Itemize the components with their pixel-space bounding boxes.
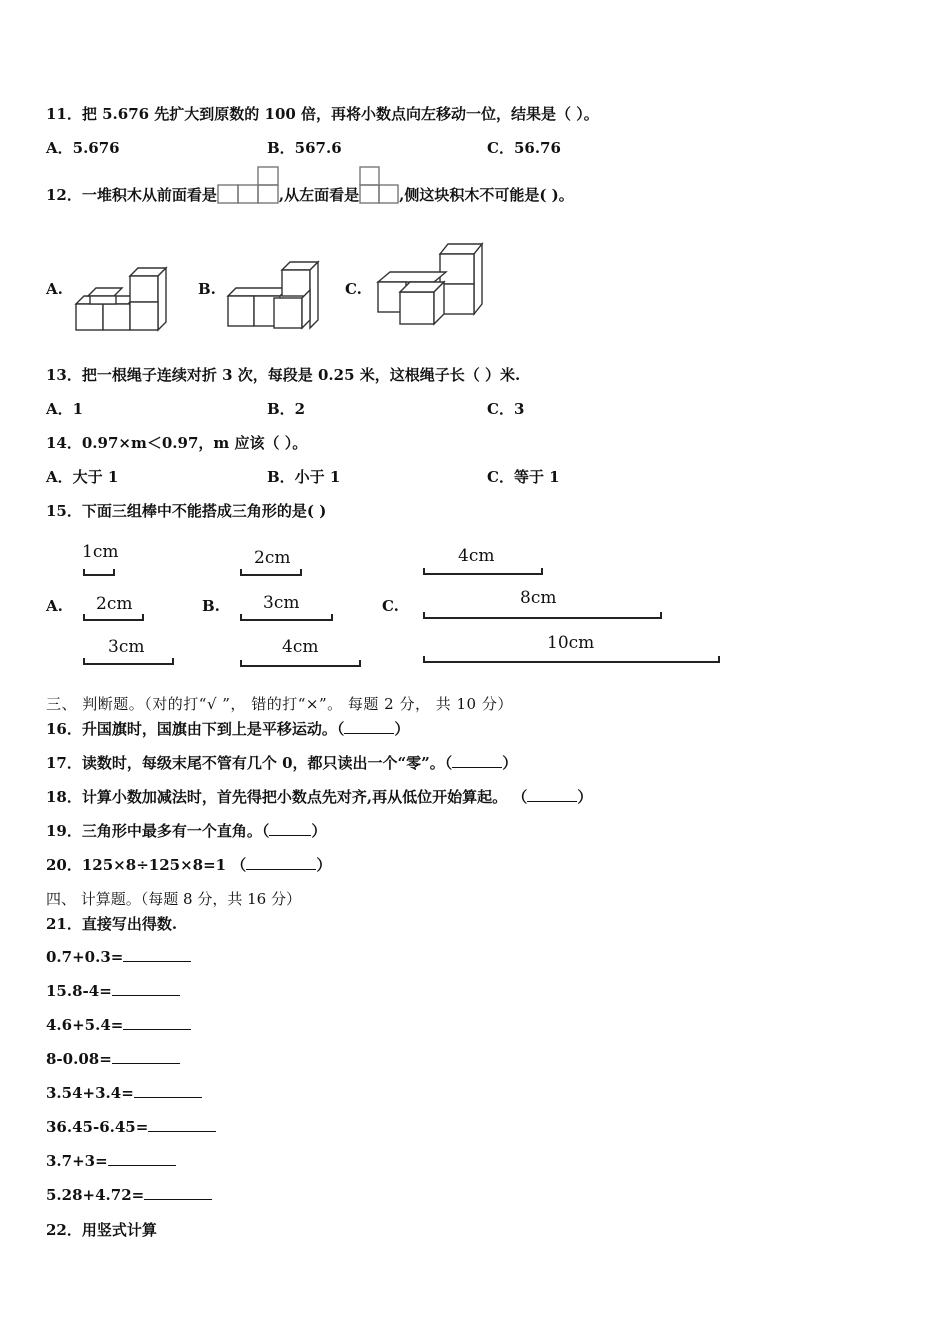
equation-5 (46, 1083, 202, 1102)
stick-a1-label: 1cm (82, 542, 119, 562)
stick-a3 (84, 658, 173, 664)
q14-option-a: A．大于 1 (46, 468, 119, 486)
stick-b1 (241, 569, 301, 575)
q12-option-a-label: A. (46, 280, 63, 298)
q16-text: 16．升国旗时，国旗由下到上是平移运动。（ (46, 720, 345, 738)
equation-4-text: 8-0.08= (46, 1050, 112, 1068)
stick-a2 (84, 614, 143, 620)
section3-heading: 三、 判断题。（对的打“√ ”， 错的打“×”。 每题 2 分， 共 10 分） (46, 695, 513, 713)
q19-text: 19．三角形中最多有一个直角。（ (46, 822, 270, 840)
q18 (46, 786, 592, 807)
equation-6-blank[interactable] (148, 1117, 216, 1132)
q17-text: 17．读数时，每级末尾不管有几个 0，都只读出一个“零”。（ (46, 754, 453, 772)
q17-blank[interactable] (452, 753, 502, 768)
q14-stem: 14．0.97×m＜0.97，m 应该（ ）。 (46, 434, 308, 452)
equation-8-blank[interactable] (144, 1185, 212, 1200)
stick-c3 (424, 656, 719, 662)
q11-option-a: A．5.676 (46, 139, 120, 157)
q18-text: 18．计算小数加减法时，首先得把小数点先对齐,再从低位开始算起。 （ (46, 788, 528, 806)
q14-option-c: C．等于 1 (487, 468, 560, 486)
q16-close: ） (394, 720, 410, 738)
equation-6 (46, 1117, 216, 1136)
q22-stem: 22．用竖式计算 (46, 1221, 157, 1239)
q17 (46, 752, 517, 773)
stick-c2-label: 8cm (520, 588, 557, 608)
q12-stem-part3: ,侧这块积木不可能是( )。 (399, 186, 574, 204)
stick-c2 (424, 612, 661, 618)
equation-1-blank[interactable] (123, 947, 191, 962)
stick-b3-label: 4cm (282, 637, 319, 657)
stick-a2-label: 2cm (96, 594, 133, 614)
q21-stem: 21．直接写出得数. (46, 915, 178, 933)
q17-close: ） (502, 754, 518, 772)
q11-option-c: C．56.76 (487, 139, 561, 157)
stick-b1-label: 2cm (254, 548, 291, 568)
equation-7-text: 3.7+3= (46, 1152, 108, 1170)
q15-option-b-label: B. (202, 597, 220, 615)
equation-3 (46, 1015, 191, 1034)
stick-c3-label: 10cm (547, 633, 595, 653)
equation-6-text: 36.45-6.45= (46, 1118, 149, 1136)
q20-text: 20．125×8÷125×8=1 （ (46, 856, 247, 874)
q18-blank[interactable] (527, 787, 577, 802)
equation-5-blank[interactable] (134, 1083, 202, 1098)
equation-2 (46, 981, 180, 1000)
q13-option-b: B．2 (267, 400, 306, 418)
equation-3-text: 4.6+5.4= (46, 1016, 124, 1034)
q11-option-b: B．567.6 (267, 139, 342, 157)
stick-c1 (424, 568, 542, 574)
equation-8 (46, 1185, 212, 1204)
equation-8-text: 5.28+4.72= (46, 1186, 145, 1204)
q12-stem-part2: ,从左面看是 (278, 186, 360, 204)
q19-blank[interactable] (269, 821, 311, 836)
equation-1 (46, 947, 191, 966)
q12-option-b-label: B. (198, 280, 216, 298)
section4-heading: 四、 计算题。（每题 8 分，共 16 分） (46, 890, 301, 908)
q12-stem-part1: 12．一堆积木从前面看是 (46, 186, 217, 204)
equation-1-text: 0.7+0.3= (46, 948, 124, 966)
q16-blank[interactable] (344, 719, 394, 734)
equation-3-blank[interactable] (123, 1015, 191, 1030)
q13-stem: 13．把一根绳子连续对折 3 次，每段是 0.25 米，这根绳子长（ ）米. (46, 366, 521, 384)
equation-2-blank[interactable] (112, 981, 180, 996)
equation-7 (46, 1151, 176, 1170)
q16 (46, 718, 409, 739)
stick-b2 (241, 614, 332, 620)
q20-blank[interactable] (246, 855, 316, 870)
stick-b3 (241, 660, 360, 666)
q20 (46, 854, 331, 875)
q15-option-a-label: A. (46, 597, 63, 615)
q11-stem: 11．把 5.676 先扩大到原数的 100 倍，再将小数点向左移动一位，结果是（ ）。 (46, 105, 599, 123)
q12-option-c-label: C. (345, 280, 362, 298)
equation-4 (46, 1049, 180, 1068)
q20-close: ） (316, 856, 332, 874)
q14-option-b: B．小于 1 (267, 468, 341, 486)
q13-option-c: C．3 (487, 400, 525, 418)
q15-stem: 15．下面三组棒中不能搭成三角形的是( ) (46, 502, 327, 520)
q15-option-c-label: C. (382, 597, 399, 615)
stick-a3-label: 3cm (108, 637, 145, 657)
equation-5-text: 3.54+3.4= (46, 1084, 134, 1102)
stick-c1-label: 4cm (458, 546, 495, 566)
equation-4-blank[interactable] (112, 1049, 180, 1064)
equation-7-blank[interactable] (108, 1151, 176, 1166)
q13-option-a: A．1 (46, 400, 84, 418)
q19-close: ） (311, 822, 327, 840)
q18-close: ） (577, 788, 593, 806)
q19 (46, 820, 326, 841)
stick-a1 (84, 569, 114, 575)
equation-2-text: 15.8-4= (46, 982, 112, 1000)
stick-b2-label: 3cm (263, 593, 300, 613)
